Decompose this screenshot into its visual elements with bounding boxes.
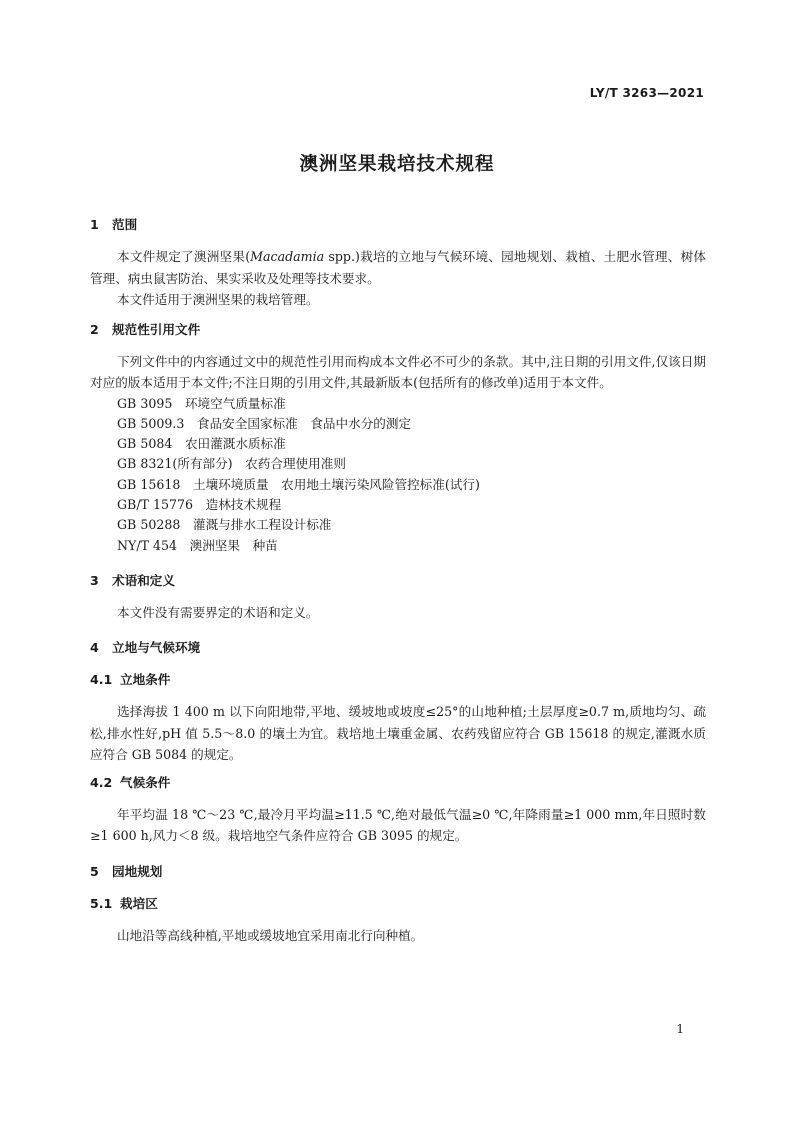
reference-item: GB 50288 灌溉与排水工程设计标准	[117, 517, 332, 533]
section-heading-5	[90, 861, 706, 883]
section-number: 5	[90, 863, 99, 879]
section-number: 4.1	[90, 672, 113, 688]
paragraph-cultivation-area: 山地沿等高线种植,平地或缓坡地宜采用南北行向种植。	[117, 927, 424, 943]
section-heading-4	[90, 637, 706, 659]
document-title: 澳洲坚果栽培技术规程	[299, 154, 495, 175]
section-number: 1	[90, 217, 99, 232]
section-title: 立地条件	[120, 672, 171, 688]
reference-item: GB/T 15776 造林技术规程	[117, 496, 282, 512]
page-number: 1	[676, 1022, 684, 1036]
reference-item: GB 15618 土壤环境质量 农用地土壤污染风险管控标准(试行)	[117, 476, 480, 492]
subsection-heading-4-1	[90, 669, 706, 691]
reference-item: GB 5084 农田灌溉水质标准	[117, 436, 286, 452]
paragraph-site-conditions: 选择海拔 1 400 m 以下向阳地带,平地、缓坡地或坡度≤25°的山地种植;土层厚度≥0.7 m,质地均匀、疏松,排水性好,pH 值 5.5～8.0 的壤土为宜。栽培地土壤重金属、农药残留应符合 GB 15618 的规定,灌溉水质应符合 GB 5084 的规定。	[90, 704, 706, 763]
text-run: spp.)栽培的立地与气候环境、园地规划、栽植、土肥水管理、树体管理、病虫鼠害防治、果实采收及处理等技术要求。	[90, 249, 706, 286]
paragraph-normative-refs: 下列文件中的内容通过文中的规范性引用而构成本文件必不可少的条款。其中,注日期的引用文件,仅该日期对应的版本适用于本文件;不注日期的引用文件,其最新版本(包括所有的修改单)适用于本文件。	[90, 353, 706, 390]
document-body	[90, 214, 706, 946]
reference-item: GB 5009.3 食品安全国家标准 食品中水分的测定	[117, 415, 412, 431]
section-number: 4.2	[90, 774, 113, 790]
section-title: 立地与气候环境	[112, 640, 201, 656]
paragraph-applicability: 本文件适用于澳洲坚果的栽培管理。	[117, 292, 319, 307]
section-title: 范围	[112, 217, 138, 232]
section-title: 栽培区	[120, 895, 158, 911]
section-title: 规范性引用文件	[112, 321, 201, 337]
section-number: 2	[90, 321, 99, 337]
subsection-heading-4-2	[90, 772, 706, 794]
section-number: 4	[90, 640, 99, 656]
section-heading-2	[90, 319, 706, 341]
paragraph-terms: 本文件没有需要界定的术语和定义。	[117, 604, 319, 620]
paragraph-scope	[90, 246, 706, 289]
section-title: 气候条件	[120, 774, 171, 790]
subsection-heading-5-1	[90, 893, 706, 915]
genus-name: Macadamia	[250, 249, 325, 264]
section-number: 5.1	[90, 895, 113, 911]
standard-code: LY/T 3263—2021	[589, 86, 704, 100]
reference-item: NY/T 454 澳洲坚果 种苗	[117, 537, 278, 553]
reference-item: GB 8321(所有部分) 农药合理使用准则	[117, 456, 346, 472]
section-title: 术语和定义	[112, 572, 175, 588]
paragraph-climate-conditions: 年平均温 18 ℃～23 ℃,最冷月平均温≥11.5 ℃,绝对最低气温≥0 ℃,年降雨量≥1 000 mm,年日照时数≥1 600 h,风力＜8 级。栽培地空气条件应符合 GB 3095 的规定。	[90, 806, 706, 844]
text-run: 本文件规定了澳洲坚果(	[117, 249, 251, 264]
section-heading-1	[90, 214, 706, 236]
section-heading-3	[90, 570, 706, 592]
section-number: 3	[90, 572, 99, 588]
section-title: 园地规划	[112, 863, 163, 879]
reference-item: GB 3095 环境空气质量标准	[117, 395, 286, 411]
